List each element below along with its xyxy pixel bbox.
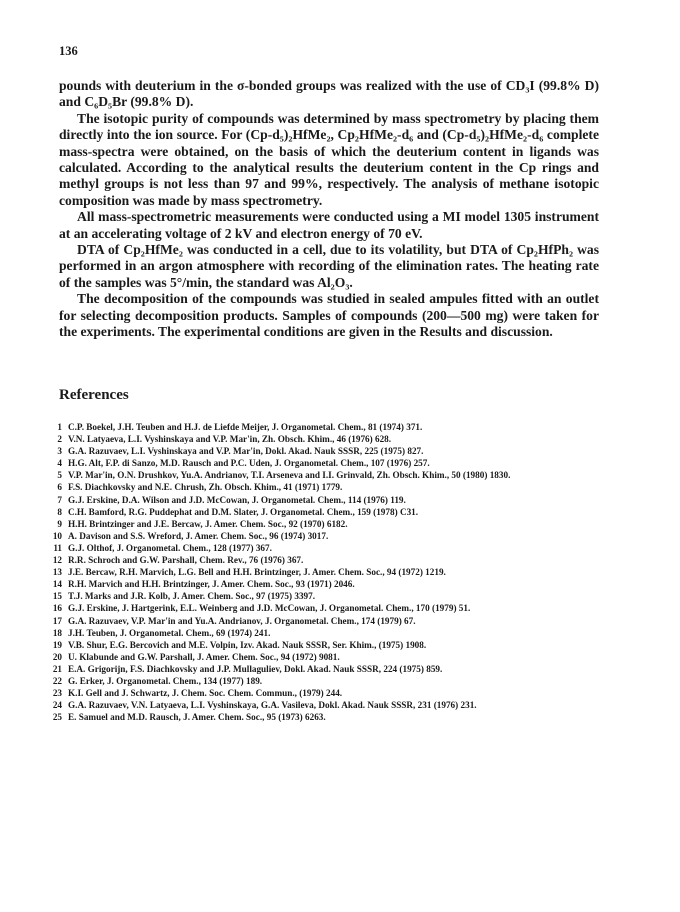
reference-number: 13 (52, 567, 62, 578)
paragraph: DTA of Cp₂HfMe₂ was conducted in a cell, due to its volatility, but DTA of Cp₂HfPh₂ was performed in an argon atmosphere with recording of the elimination rates. The heating rate of the samples was 5°/min, the standard was Al₂O₃. (59, 242, 599, 290)
reference-item (44, 699, 604, 711)
reference-item (44, 433, 604, 445)
reference-text: R.H. Marvich and H.H. Brintzinger, J. Amer. Chem. Soc., 93 (1971) 2046. (68, 579, 355, 590)
reference-text: H.H. Brintzinger and J.E. Bercaw, J. Amer. Chem. Soc., 92 (1970) 6182. (68, 518, 348, 529)
reference-item (44, 663, 604, 675)
reference-text: E.A. Grigorijn, F.S. Diachkovsky and J.P. Mullaguliev, Dokl. Akad. Nauk SSSR, 224 (1975) 859. (68, 663, 443, 674)
reference-item (44, 457, 604, 469)
reference-number: 15 (52, 591, 62, 602)
reference-item (44, 481, 604, 493)
reference-number: 21 (52, 663, 62, 674)
reference-number: 22 (52, 675, 62, 686)
reference-text: V.N. Latyaeva, L.I. Vyshinskaya and V.P. Mar'in, Zh. Obsch. Khim., 46 (1976) 628. (68, 434, 392, 445)
reference-item (44, 711, 604, 723)
reference-text: T.J. Marks and J.R. Kolb, J. Amer. Chem. Soc., 97 (1975) 3397. (68, 591, 316, 602)
reference-number: 2 (57, 434, 62, 445)
paragraph: pounds with deuterium in the σ-bonded groups was realized with the use of CD₃I (99.8% D) and C₆D₅Br (99.8% D). (59, 78, 599, 110)
reference-text: G.J. Erskine, D.A. Wilson and J.D. McCowan, J. Organometal. Chem., 114 (1976) 119. (68, 494, 406, 505)
reference-text: R.R. Schroch and G.W. Parshall, Chem. Rev., 76 (1976) 367. (68, 555, 304, 566)
reference-item (44, 494, 604, 506)
reference-item (44, 627, 604, 639)
reference-text: C.H. Bamford, R.G. Puddephat and D.M. Slater, J. Organometal. Chem., 159 (1978) C31. (68, 506, 419, 517)
reference-number: 25 (52, 712, 62, 723)
reference-number: 18 (52, 627, 62, 638)
reference-item (44, 530, 604, 542)
reference-item (44, 542, 604, 554)
reference-item (44, 421, 604, 433)
reference-number: 17 (52, 615, 62, 626)
reference-number: 16 (52, 603, 62, 614)
reference-text: G.A. Razuvaev, V.P. Mar'in and Yu.A. Andrianov, J. Organometal. Chem., 174 (1979) 67. (68, 615, 416, 626)
reference-text: G.J. Erskine, J. Hartgerink, E.L. Weinberg and J.D. McCowan, J. Organometal. Chem., 170 (1979) 51. (68, 603, 471, 614)
references-heading: References (59, 387, 129, 403)
page-number: 136 (59, 44, 78, 58)
reference-number: 5 (57, 470, 62, 481)
reference-text: G.A. Razuvaev, V.N. Latyaeva, L.I. Vyshinskaya, G.A. Vasileva, Dokl. Akad. Nauk SSSR, 231 (1976) 231. (68, 700, 477, 711)
reference-number: 12 (52, 555, 62, 566)
reference-item (44, 639, 604, 651)
reference-item (44, 602, 604, 614)
reference-item (44, 554, 604, 566)
reference-number: 4 (57, 458, 62, 469)
reference-item (44, 615, 604, 627)
reference-text: V.B. Shur, E.G. Bercovich and M.E. Volpin, Izv. Akad. Nauk SSSR, Ser. Khim., (1975) 1908. (68, 639, 427, 650)
reference-text: G.J. Olthof, J. Organometal. Chem., 128 (1977) 367. (68, 542, 272, 553)
reference-text: J.H. Teuben, J. Organometal. Chem., 69 (1974) 241. (68, 627, 271, 638)
reference-text: G.A. Razuvaev, L.I. Vyshinskaya and V.P. Mar'in, Dokl. Akad. Nauk SSSR, 225 (1975) 827. (68, 446, 424, 457)
reference-text: K.I. Gell and J. Schwartz, J. Chem. Soc. Chem. Commun., (1979) 244. (68, 688, 343, 699)
reference-item (44, 469, 604, 481)
reference-item (44, 566, 604, 578)
reference-number: 24 (52, 700, 62, 711)
reference-number: 19 (52, 639, 62, 650)
reference-number: 23 (52, 688, 62, 699)
reference-text: E. Samuel and M.D. Rausch, J. Amer. Chem. Soc., 95 (1973) 6263. (68, 712, 326, 723)
reference-item (44, 445, 604, 457)
reference-number: 8 (57, 506, 62, 517)
reference-text: F.S. Diachkovsky and N.E. Chrush, Zh. Obsch. Khim., 41 (1971) 1779. (68, 482, 343, 493)
reference-item (44, 518, 604, 530)
reference-number: 7 (57, 494, 62, 505)
reference-number: 10 (52, 530, 62, 541)
reference-number: 11 (53, 542, 62, 553)
reference-number: 14 (52, 579, 62, 590)
reference-text: V.P. Mar'in, O.N. Drushkov, Yu.A. Andrianov, T.I. Arseneva and I.I. Grinvald, Zh. Obsch. Khim., 50 (1980) 1830. (68, 470, 511, 481)
paragraph: The decomposition of the compounds was studied in sealed ampules fitted with an outlet for selecting decomposition products. Samples of compounds (200—500 mg) were taken for the experiments. The experimental conditions are given in the Results and discussion. (59, 291, 599, 340)
reference-number: 6 (57, 482, 62, 493)
reference-list (44, 421, 604, 723)
reference-number: 9 (57, 518, 62, 529)
reference-item (44, 687, 604, 699)
reference-number: 1 (57, 422, 62, 432)
reference-text: J.E. Bercaw, R.H. Marvich, L.G. Bell and H.H. Brintzinger, J. Amer. Chem. Soc., 94 (1972) 1219. (68, 567, 446, 578)
reference-text: G. Erker, J. Organometal. Chem., 134 (1977) 189. (68, 675, 263, 686)
reference-text: C.P. Boekel, J.H. Teuben and H.J. de Liefde Meijer, J. Organometal. Chem., 81 (1974) 371. (68, 422, 423, 432)
reference-item (44, 506, 604, 518)
reference-text: A. Davison and S.S. Wreford, J. Amer. Chem. Soc., 96 (1974) 3017. (68, 530, 329, 541)
reference-item (44, 590, 604, 602)
reference-number: 20 (52, 651, 62, 662)
reference-item (44, 675, 604, 687)
paragraph: All mass-spectrometric measurements were conducted using a MI model 1305 instrument at an accelerating voltage of 2 kV and electron energy of 70 eV. (59, 209, 599, 241)
reference-text: H.G. Alt, F.P. di Sanzo, M.D. Rausch and P.C. Uden, J. Organometal. Chem., 107 (1976) 257. (68, 458, 430, 469)
reference-number: 3 (57, 446, 62, 457)
body-text (59, 78, 599, 341)
reference-text: U. Klabunde and G.W. Parshall, J. Amer. Chem. Soc., 94 (1972) 9081. (68, 651, 340, 662)
reference-item (44, 651, 604, 663)
paragraph: The isotopic purity of compounds was determined by mass spectrometry by placing them directly into the ion source. For (Cp-d₅)₂HfMe₂, Cp₂HfMe₂-d₆ and (Cp-d₅)₂HfMe₂-d₆ complete mass-spectra were obtained, on the basis of which the deuterium content in ligands was calculated. According to the analytical results the deuterium content in the Cp rings and methyl groups is not less than 97 and 99%, respectively. The analysis of methane isotopic composition was made by mass spectrometry. (59, 110, 599, 208)
reference-item (44, 578, 604, 590)
